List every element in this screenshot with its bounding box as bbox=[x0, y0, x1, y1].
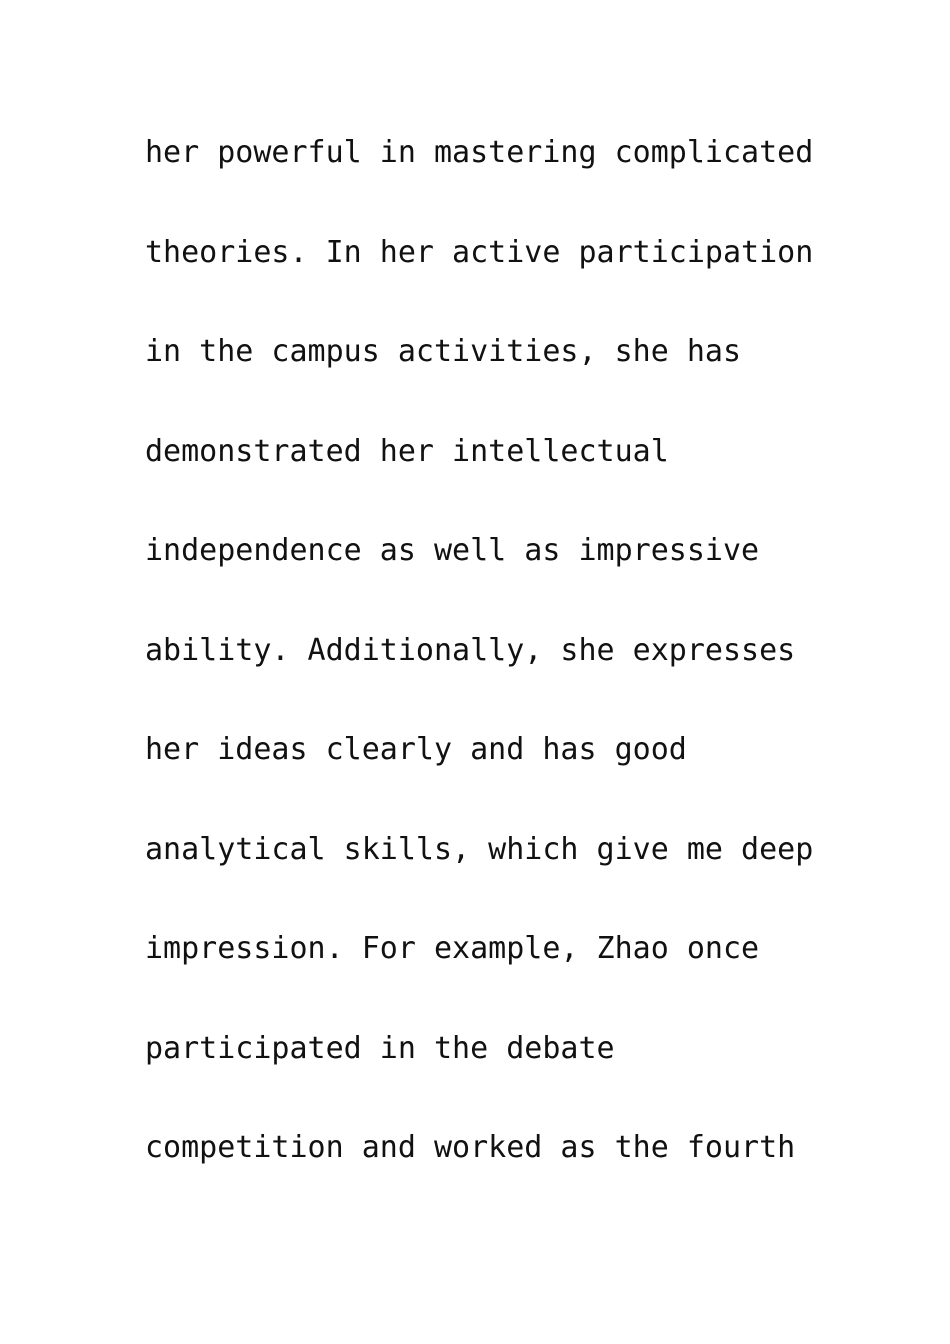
text-line: independence as well as impressive bbox=[145, 533, 760, 568]
text-line: competition and worked as the fourth bbox=[145, 1130, 796, 1165]
text-line: in the campus activities, she has bbox=[145, 334, 742, 369]
text-line: theories. In her active participation bbox=[145, 234, 814, 270]
text-line: analytical skills, which give me deep bbox=[145, 831, 814, 867]
text-line: participated in the debate bbox=[145, 1030, 615, 1066]
text-line: impression. For example, Zhao once bbox=[145, 931, 760, 966]
text-line: demonstrated her intellectual bbox=[145, 433, 669, 469]
text-line: her ideas clearly and has good bbox=[145, 732, 687, 767]
text-line: ability. Additionally, she expresses bbox=[145, 632, 796, 668]
text-line: her powerful in mastering complicated bbox=[145, 135, 814, 170]
body-text bbox=[145, 126, 845, 1221]
